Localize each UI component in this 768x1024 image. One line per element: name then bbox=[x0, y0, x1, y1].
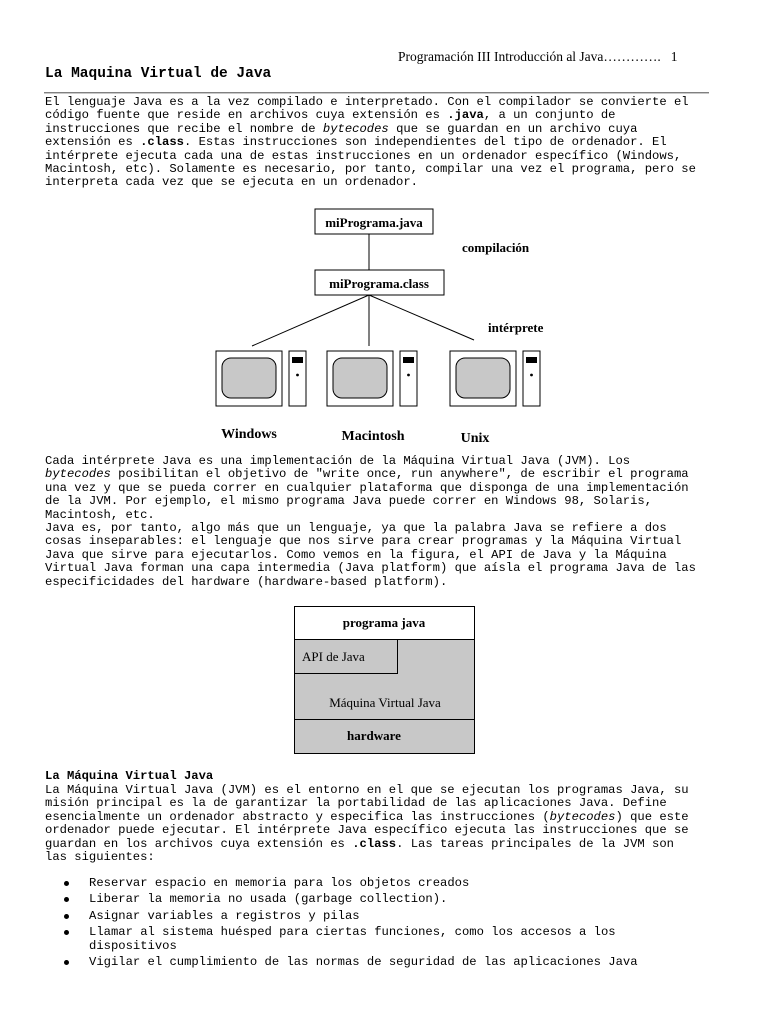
text: ) que este bbox=[615, 809, 689, 824]
compilation-diagram bbox=[0, 0, 768, 460]
class-file-box bbox=[315, 270, 444, 295]
text: guardan en los archivos cuya extensión es bbox=[45, 836, 353, 851]
text: código fuente que reside en archivos cuya extensión es bbox=[45, 108, 448, 123]
jvm-paragraph bbox=[45, 455, 725, 589]
text: . Estas instrucciones son independientes del tipo de ordenador. El bbox=[183, 135, 667, 150]
hardware-layer-label: hardware bbox=[347, 728, 401, 743]
platform-label-unix: Unix bbox=[460, 431, 490, 446]
computer-macintosh-icon bbox=[327, 351, 417, 406]
keyword-class: .class bbox=[352, 836, 397, 851]
intro-line: interpreta cada vez que se ejecuta en un ordenador. bbox=[45, 175, 418, 190]
section-line: misión principal es la de garantizar la portabilidad de las aplicaciones Java. Define bbox=[45, 796, 667, 811]
text: que se guardan en un archivo cuya bbox=[388, 121, 638, 136]
text: instrucciones que recibe el nombre de bbox=[45, 121, 323, 136]
source-file-box bbox=[315, 209, 433, 234]
keyword-java: .java bbox=[447, 108, 484, 123]
intro-line: Macintosh, etc). Solamente es necesario, por tanto, compilar una vez el programa, pero se bbox=[45, 161, 696, 176]
list-item bbox=[60, 956, 720, 969]
text: esencialmente un ordenador abstracto y especifica las instrucciones ( bbox=[45, 809, 550, 824]
source-file-label: miPrograma.java bbox=[325, 215, 423, 230]
api-layer-label: API de Java bbox=[302, 649, 365, 664]
program-layer-label: programa java bbox=[342, 615, 426, 630]
platform-label-macintosh: Macintosh bbox=[341, 429, 405, 444]
list-item bbox=[60, 893, 720, 906]
platform-label-windows: Windows bbox=[221, 427, 277, 442]
bullet-icon bbox=[64, 914, 69, 919]
para-line: de la JVM. Por ejemplo, el mismo programa Java puede correr en Windows 98, Solaris, bbox=[45, 494, 653, 509]
section-line: La Máquina Virtual Java (JVM) es el entorno en el que se ejecutan los programas Java, su bbox=[45, 783, 689, 797]
interpret-label: intérprete bbox=[488, 320, 544, 335]
list-item bbox=[60, 926, 649, 953]
compile-label: compilación bbox=[462, 240, 530, 255]
text: extensión es bbox=[45, 135, 141, 150]
para-line: cosas inseparables: el lenguaje que nos sirve para crear programas y la Máquina Virtual bbox=[45, 534, 682, 549]
para-line bbox=[45, 468, 725, 481]
bullet-icon bbox=[64, 930, 69, 935]
class-file-label: miPrograma.class bbox=[329, 276, 429, 291]
para-line: una vez y que se pueda correr en cualquier plataforma que disponga de una implementación bbox=[45, 480, 689, 495]
computer-windows-icon bbox=[216, 351, 306, 406]
section-heading: La Máquina Virtual Java bbox=[45, 769, 214, 783]
para-line: Java que sirve para ejecutarlos. Como vemos en la figura, el API de Java y la Máquina bbox=[45, 547, 667, 562]
computer-unix-icon bbox=[450, 351, 540, 406]
page-number: 1 bbox=[670, 49, 678, 64]
list-item-text: Reservar espacio en memoria para los objetos creados bbox=[89, 876, 470, 890]
text: posibilitan el objetivo de "write once, run anywhere", de escribir el programa bbox=[110, 467, 689, 482]
term-bytecodes: bytecodes bbox=[45, 467, 111, 482]
section-line: ordenador puede ejecutar. El intérprete Java específico ejecuta las instrucciones que se bbox=[45, 823, 689, 838]
list-item bbox=[60, 910, 720, 923]
para-line: Java es, por tanto, algo más que un lenguaje, ya que la palabra Java se refiere a dos bbox=[45, 520, 667, 535]
section-line: las siguientes: bbox=[45, 849, 155, 864]
keyword-class: .class bbox=[140, 135, 184, 150]
para-line: Macintosh, etc. bbox=[45, 507, 155, 522]
para-line: Virtual Java forman una capa intermedia (Java platform) que aísla el programa Java de las bbox=[45, 561, 696, 576]
term-bytecodes: bytecodes bbox=[322, 121, 389, 136]
text: , a un conjunto de bbox=[483, 108, 616, 123]
list-item-text: Asignar variables a registros y pilas bbox=[89, 908, 360, 923]
document-title: La Maquina Virtual de Java bbox=[45, 66, 272, 82]
bullet-icon bbox=[64, 960, 69, 965]
intro-line: intérprete ejecuta cada una de estas instrucciones en un ordenador específico (Windows, bbox=[45, 148, 682, 163]
list-item-text: Llamar al sistema huésped para ciertas funciones, como los accesos a los dispositivos bbox=[89, 925, 616, 953]
java-platform-diagram bbox=[294, 606, 476, 756]
term-bytecodes: bytecodes bbox=[549, 809, 616, 824]
list-item-text: Liberar la memoria no usada (garbage collection). bbox=[89, 892, 448, 907]
bullet-icon bbox=[64, 897, 69, 902]
para-line: Cada intérprete Java es una implementación de la Máquina Virtual Java (JVM). Los bbox=[45, 454, 631, 468]
jvm-layer-label: Máquina Virtual Java bbox=[329, 695, 441, 710]
para-line: especificidades del hardware (hardware-based platform). bbox=[45, 574, 448, 589]
section-line bbox=[45, 838, 725, 851]
section-line bbox=[45, 811, 725, 824]
connector-unix bbox=[369, 295, 474, 340]
section-paragraph bbox=[45, 784, 725, 864]
running-header-text: Programación III Introducción al Java…………. bbox=[398, 49, 661, 64]
list-item-text: Vigilar el cumplimiento de las normas de seguridad de las aplicaciones Java bbox=[89, 955, 638, 970]
list-item bbox=[60, 877, 720, 890]
intro-line: El lenguaje Java es a la vez compilado e interpretado. Con el compilador se convierte el bbox=[45, 95, 689, 109]
connector-windows bbox=[252, 295, 369, 346]
bullet-icon bbox=[64, 881, 69, 886]
jvm-tasks-list bbox=[60, 877, 720, 972]
text: . Las tareas principales de la JVM son bbox=[396, 836, 674, 851]
